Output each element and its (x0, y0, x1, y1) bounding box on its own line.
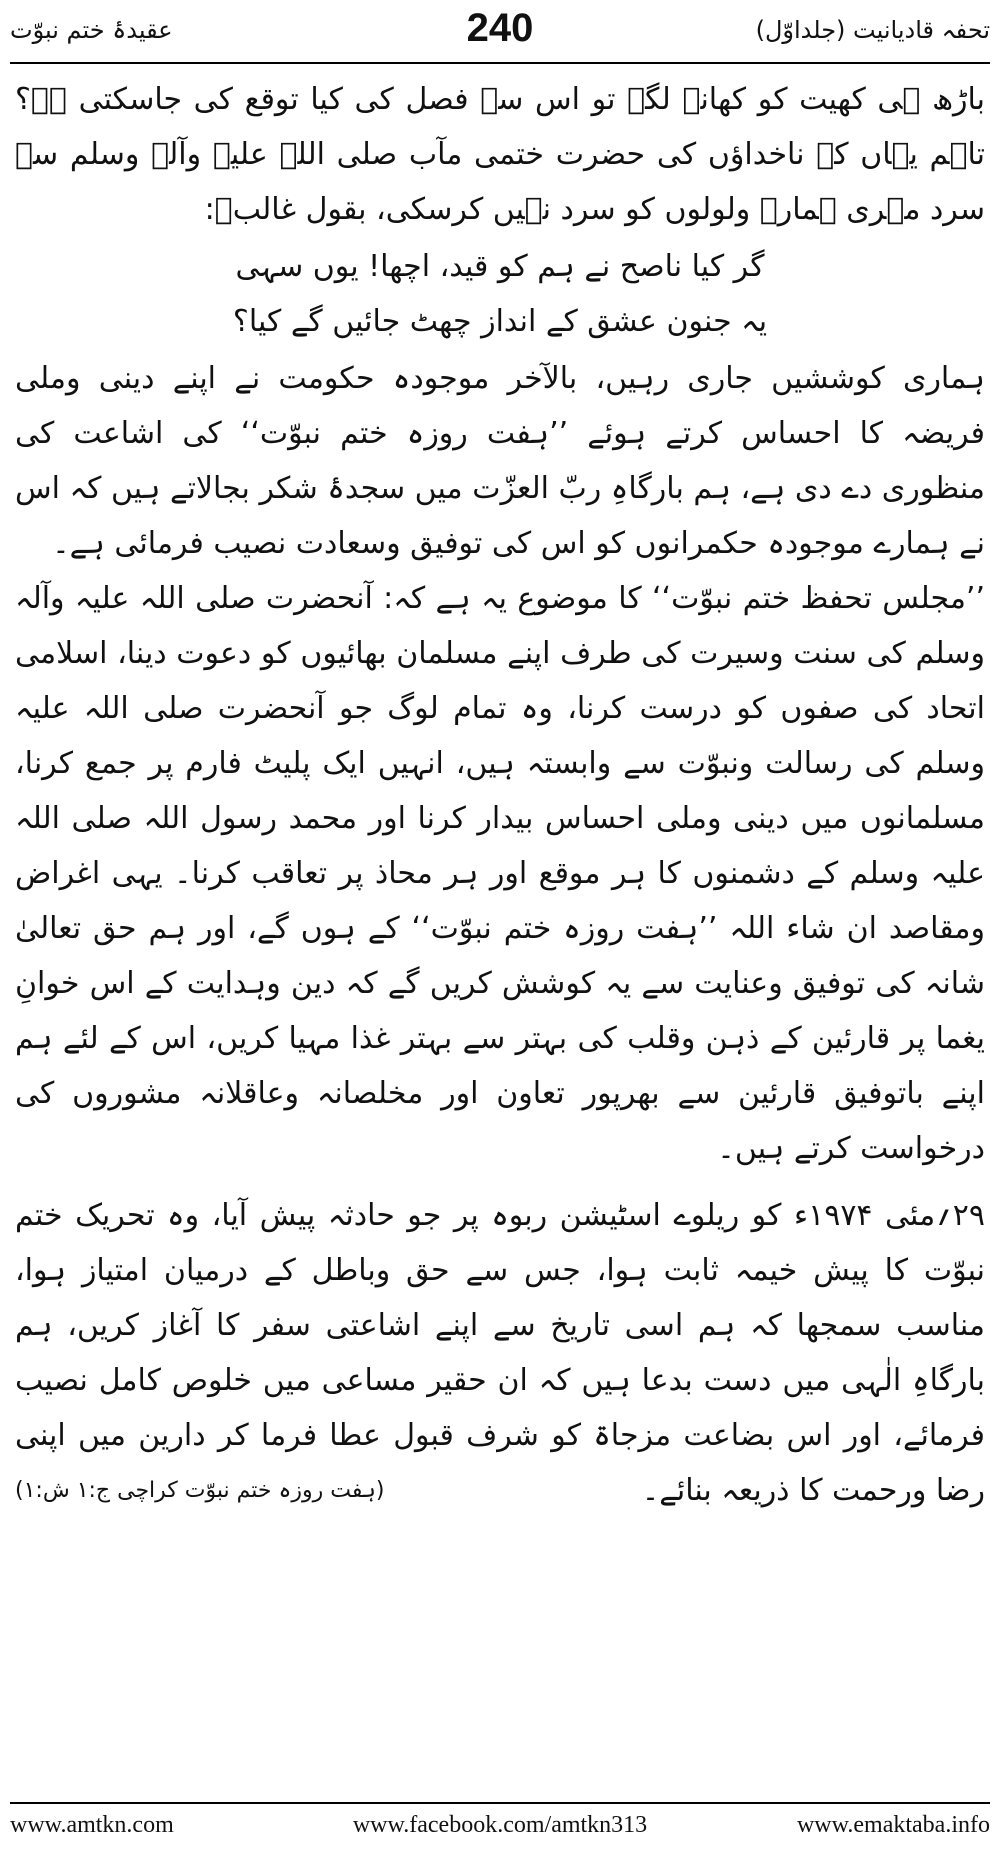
source-citation: (ہفت روزہ ختم نبوّت کراچی ج:۱ ش:۱) (15, 1478, 385, 1503)
verse-line-1: گر کیا ناصح نے ہم کو قید، اچھا! یوں سہی (235, 249, 765, 284)
paragraph-4 (15, 1188, 985, 1518)
footer-link-facebook[interactable]: www.facebook.com/amtkn313 (352, 1812, 648, 1838)
paragraph-4-text: ۲۹؍مئی ۱۹۷۴ء کو ریلوے اسٹیشن ربوہ پر جو حادثہ پیش آیا، وہ تحریک ختم نبوّت کا پیش خیمہ ثابت ہوا، جس سے حق وباطل کے درمیان امتیاز ہوا، مناسب سمجھا کہ ہم اسی تاریخ سے اپنے اشاعتی سفر کا آغاز کریں، ہم بارگاہِ الٰہی میں دست بدعا ہیں کہ ان حقیر مساعی میں خلوص کامل نصیب فرمائے، اور اس بضاعت مزجاۃ کو شرف قبول عطا فرما کر دارین میں اپنی رضا ورحمت کا ذریعہ بنائے۔ (15, 1198, 985, 1508)
footer-link-amtkn[interactable]: www.amtkn.com (10, 1812, 174, 1838)
section-title: عقیدۂ ختم نبوّت (10, 16, 173, 44)
page-footer (10, 1808, 990, 1844)
page-header (10, 6, 990, 56)
footer-divider (10, 1802, 990, 1804)
page-number: 240 (466, 6, 534, 50)
paragraph-1: باڑھ ہی کھیت کو کھانے لگے تو اس سے فصل کی کیا توقع کی جاسکتی ہے؟ تاہم یہاں کے ناخداؤں کی حضرت ختمی مآب صلی اللہ علیہ وآلہ وسلم سے سرد مہری ہمارے ولولوں کو سرد نہیں کرسکی، بقول غالبؔ: (15, 82, 985, 227)
paragraph-2: ہماری کوششیں جاری رہیں، بالآخر موجودہ حکومت نے اپنے دینی وملی فریضہ کا احساس کرتے ہوئے ’’ہفت روزہ ختم نبوّت‘‘ کی اشاعت کی منظوری دے دی ہے، ہم بارگاہِ ربّ العزّت میں سجدۂ شکر بجالاتے ہیں کہ اس نے ہمارے موجودہ حکمرانوں کو اس کی توفیق وسعادت نصیب فرمائی ہے۔ (15, 361, 985, 561)
header-divider (10, 62, 990, 64)
paragraph-gap (15, 1176, 985, 1188)
book-title: تحفہ قادیانیت (جلداوّل) (755, 16, 990, 44)
verse-block (15, 239, 985, 349)
page-body (15, 72, 985, 1792)
footer-link-emaktaba[interactable]: www.emaktaba.info (796, 1812, 990, 1838)
paragraph-3: ’’مجلس تحفظ ختم نبوّت‘‘ کا موضوع یہ ہے کہ: آنحضرت صلی اللہ علیہ وآلہ وسلم کی سنت وسیرت کی طرف اپنے مسلمان بھائیوں کو دعوت دینا، اسلامی اتحاد کی صفوں کو درست کرنا، وہ تمام لوگ جو آنحضرت صلی اللہ علیہ وسلم کی رسالت ونبوّت سے وابستہ ہیں، انہیں ایک پلیٹ فارم پر جمع کرنا، مسلمانوں میں دینی وملی احساس بیدار کرنا اور محمد رسول اللہ صلی اللہ علیہ وسلم کے دشمنوں کا ہر موقع اور ہر محاذ پر تعاقب کرنا۔ یہی اغراض ومقاصد ان شاء اللہ ’’ہفت روزہ ختم نبوّت‘‘ کے ہوں گے، اور ہم حق تعالیٰ شانہ کی توفیق وعنایت سے یہ کوشش کریں گے کہ دین وہدایت کے اس خوانِ یغما پر قارئین کے ذہن وقلب کی بہتر سے بہتر غذا مہیا کریں، اس کے لئے ہم اپنے باتوفیق قارئین سے بھرپور تعاون اور مخلصانہ وعاقلانہ مشوروں کی درخواست کرتے ہیں۔ (15, 581, 985, 1166)
verse-line-2: یہ جنون عشق کے انداز چھٹ جائیں گے کیا؟ (232, 304, 768, 339)
